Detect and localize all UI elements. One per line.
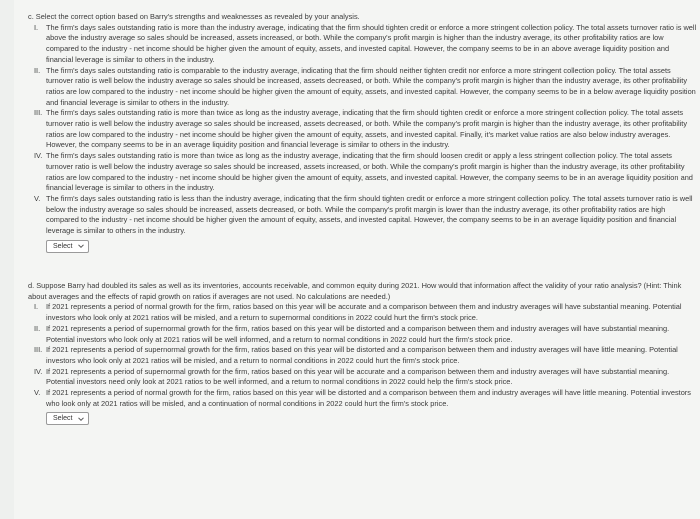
- option-number: I.: [34, 22, 39, 32]
- option-number: I.: [34, 302, 39, 312]
- option-text: The firm's days sales outstanding ratio is more than twice as long as the industry average, indicating that the firm should tighten credit or enforce a more stringent collection policy. The total assets turnover ratio is well below the industry average so sales should be increased, assets decreased, or both. While the company's profit margin is higher than the industry average, its other profitability ratios are low compared to the industry - net income should be higher given the amount of equity, assets, and invested capital. Finally, it's market value ratios are also below industry averages. However, the company seems to be in an average liquidity position and financial leverage is similar to others in the industry.: [46, 108, 688, 150]
- option-number: IV.: [34, 366, 43, 376]
- select-label: Select: [53, 242, 73, 250]
- option-text: The firm's days sales outstanding ratio is comparable to the industry average, indicating that the firm should neither tighten credit nor enforce a more stringent collection policy. The total assets turnover ratio is well below the industry average so sales should be increased, assets decreased, or both. While the company's profit margin is higher than the industry average, its other profitability ratios are low compared to the industry - net income should be higher given the amount of equity, assets, and invested capital. However, the company seems to be in a below average liquidity position and financial leverage is similar to others in the industry.: [46, 65, 696, 107]
- homework-page: [14, 0, 700, 519]
- option-c-5: [28, 194, 698, 237]
- option-number: V.: [34, 388, 41, 398]
- option-text: If 2021 represents a period of supernormal growth for the firm, ratios based on this year will be distorted and a comparison between them and industry averages will have little meaning. Potential investors who look only at 2021 ratios will be misled, and a return to normal conditions in 2022 could hurt the firm's stock price.: [46, 345, 678, 365]
- option-text: If 2021 represents a period of supernormal growth for the firm, ratios based on this year will be accurate and a comparison between them and industry averages will have substantial meaning. Potential investors need only look at 2021 ratios to be well informed, and a return to normal conditions in 2022 could help the firm's stock price.: [46, 366, 670, 387]
- select-label: Select: [53, 415, 73, 423]
- option-d-1: [28, 302, 698, 323]
- question-d: [28, 281, 698, 425]
- option-text: The firm's days sales outstanding ratio is more than the industry average, indicating that the firm should tighten credit or enforce a more stringent collection policy. The total assets turnover ratio is well above the industry average so sales should be increased, assets increased, or both. While the company's profit margin is higher than the industry average, its other profitability ratios are low compared to the industry - net income should be higher given the amount of equity, assets, and invested capital. However, the company seems to be in an above average liquidity position and financial leverage is similar to others in the industry.: [46, 22, 697, 64]
- option-text: If 2021 represents a period of normal growth for the firm, ratios based on this year will be accurate and a comparison between them and industry averages will have substantial meaning. Potential investors who look only at 2021 ratios will be misled, and a return to supernormal conditions in 2022 could hurt the firm's stock price.: [46, 302, 682, 323]
- option-c-3: [28, 108, 698, 151]
- option-c-1: [28, 23, 698, 66]
- option-number: III.: [34, 345, 43, 355]
- question-c-prompt: c. Select the correct option based on Barry's strengths and weaknesses as revealed by your analysis.: [28, 12, 360, 21]
- option-number: IV.: [34, 151, 43, 161]
- question-d-prompt: d. Suppose Barry had doubled its sales as well as its inventories, accounts receivable, and common equity during 2021. How would that information affect the validity of your ratio analysis? (Hint: Think about averages and the effects of rapid growth on ratios if averages are not used. No calculations are needed.): [28, 281, 682, 301]
- question-d-options: [28, 302, 698, 409]
- chevron-down-icon: [78, 243, 84, 249]
- option-d-4: [28, 367, 698, 388]
- option-text: If 2021 represents a period of normal growth for the firm, ratios based on this year will be distorted and a comparison between them and industry averages will have little meaning. Potential investors who look only at 2021 ratios will be misled, and a continuation of normal conditions in 2022 could hurt the firm's stock price.: [46, 388, 691, 408]
- option-text: The firm's days sales outstanding ratio is less than the industry average, indicating that the firm should tighten credit or enforce a more stringent collection policy. The total assets turnover ratio is well below the industry average so sales should be increased, assets decreased, or both. While the company's profit margin is lower than the industry average, its other profitability ratios are high compared to the industry - net income should be higher given the amount of equity, assets, and invested capital. However, the company seems to be in an average liquidity position and financial leverage is similar to others in the industry.: [46, 193, 693, 236]
- question-d-answer-select[interactable]: [46, 412, 89, 425]
- option-number: II.: [34, 65, 41, 75]
- option-c-4: [28, 151, 698, 194]
- option-text: If 2021 represents a period of supernormal growth for the firm, ratios based on this year will be distorted and a comparison between them and industry averages will have substantial meaning. Potential investors who look only at 2021 ratios will be well informed, and a return to normal conditions in 2022 could hurt the firm's stock price.: [46, 323, 670, 344]
- option-number: II.: [34, 323, 41, 333]
- option-d-5: [28, 388, 698, 409]
- question-c: [28, 12, 698, 253]
- question-c-options: [28, 23, 698, 237]
- option-number: V.: [34, 193, 41, 203]
- question-c-answer-select[interactable]: [46, 240, 89, 253]
- option-number: III.: [34, 108, 43, 118]
- option-c-2: [28, 66, 698, 109]
- option-d-2: [28, 324, 698, 345]
- chevron-down-icon: [78, 416, 84, 422]
- option-d-3: [28, 345, 698, 366]
- option-text: The firm's days sales outstanding ratio is more than twice as long as the industry average, indicating that the firm should loosen credit or apply a less stringent collection policy. The total assets turnover ratio is well below the industry average so sales should be increased, assets increased, or both. While the company's profit margin is higher than the industry average, its other profitability ratios are low compared to the industry - net income should be higher given the amount of equity, assets, and invested capital. However, the company seems to be in an average liquidity position and financial leverage is similar to others in the industry.: [46, 151, 693, 193]
